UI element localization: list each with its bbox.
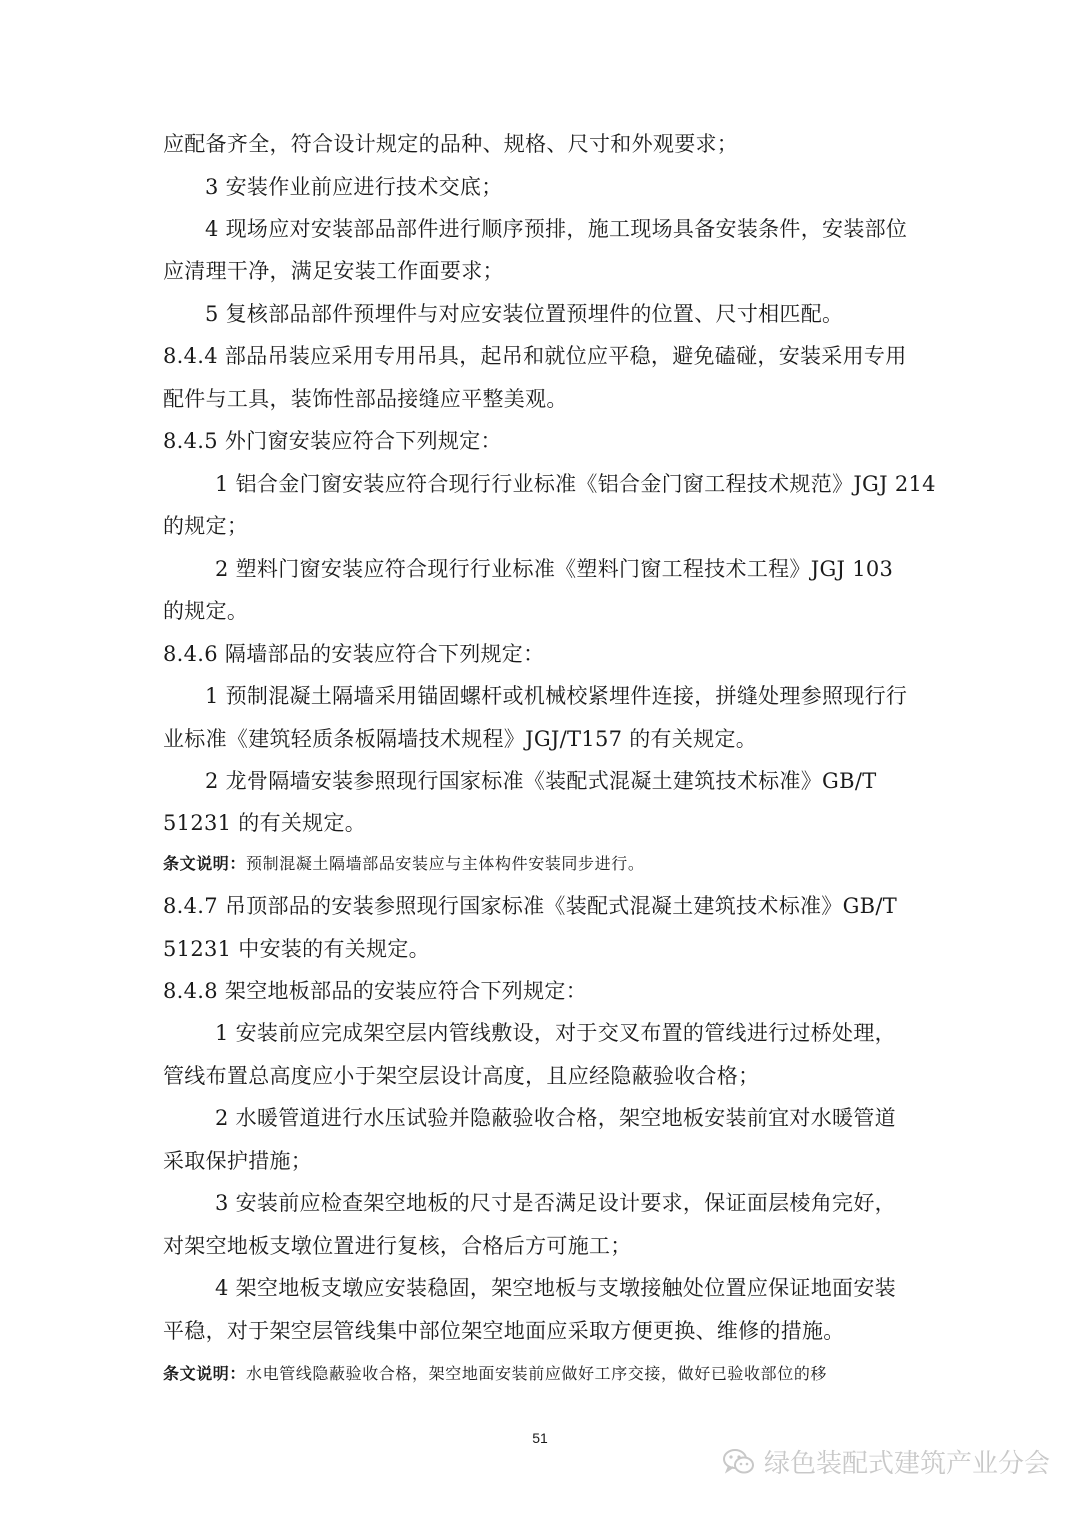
text-line: 采取保护措施； — [163, 1149, 313, 1173]
list-item: 3 安装作业前应进行技术交底； — [205, 175, 503, 199]
clause-heading: 8.4.5 外门窗安装应符合下列规定： — [163, 429, 502, 453]
text-line: 业标准《建筑轻质条板隔墙技术规程》JGJ/T157 的有关规定。 — [163, 727, 758, 751]
list-item: 1 安装前应完成架空层内管线敷设，对于交叉布置的管线进行过桥处理， — [215, 1021, 896, 1045]
list-item: 1 预制混凝土隔墙采用锚固螺杆或机械校紧埋件连接，拼缝处理参照现行行 — [205, 684, 908, 708]
clause-heading: 8.4.8 架空地板部品的安装应符合下列规定： — [163, 979, 588, 1003]
clause-note — [163, 1359, 918, 1389]
wechat-icon — [722, 1447, 756, 1477]
list-item: 2 水暖管道进行水压试验并隐蔽验收合格，架空地板安装前宜对水暖管道 — [215, 1106, 896, 1130]
clause-heading: 8.4.6 隔墙部品的安装应符合下列规定： — [163, 642, 545, 666]
text-line: 的规定； — [163, 514, 249, 538]
clause-heading: 8.4.4 部品吊装应采用专用吊具，起吊和就位应平稳，避免磕碰，安装采用专用 — [163, 344, 907, 368]
clause-heading: 8.4.7 吊顶部品的安装参照现行国家标准《装配式混凝土建筑技术标准》GB/T — [163, 894, 898, 918]
watermark — [722, 1443, 1050, 1480]
text-line: 51231 的有关规定。 — [163, 811, 367, 835]
note-label: 条文说明： — [163, 1364, 247, 1383]
clause-note — [163, 849, 918, 879]
list-item: 4 架空地板支墩应安装稳固，架空地板与支墩接触处位置应保证地面安装 — [215, 1276, 896, 1300]
page-number: 51 — [532, 1430, 548, 1446]
text-line: 对架空地板支墩位置进行复核，合格后方可施工； — [163, 1234, 632, 1258]
text-line: 平稳，对于架空层管线集中部位架空地面应采取方便更换、维修的措施。 — [163, 1319, 845, 1343]
note-label: 条文说明： — [163, 854, 247, 873]
text-line: 51231 中安装的有关规定。 — [163, 937, 430, 961]
text-line: 的规定。 — [163, 599, 249, 623]
list-item: 3 安装前应检查架空地板的尺寸是否满足设计要求，保证面层棱角完好， — [215, 1191, 896, 1215]
text-line: 管线布置总高度应小于架空层设计高度，且应经隐蔽验收合格； — [163, 1064, 760, 1088]
text-line: 应清理干净，满足安装工作面要求； — [163, 259, 504, 283]
list-item: 2 龙骨隔墙安装参照现行国家标准《装配式混凝土建筑技术标准》GB/T — [205, 769, 877, 793]
list-item: 1 铝合金门窗安装应符合现行行业标准《铝合金门窗工程技术规范》JGJ 214 — [215, 472, 936, 496]
text-line: 配件与工具，装饰性部品接缝应平整美观。 — [163, 387, 568, 411]
note-text: 水电管线隐蔽验收合格，架空地面安装前应做好工序交接，做好已验收部位的移 — [246, 1364, 828, 1383]
watermark-text: 绿色装配式建筑产业分会 — [763, 1449, 1050, 1479]
list-item: 2 塑料门窗安装应符合现行行业标准《塑料门窗工程技术工程》JGJ 103 — [215, 557, 894, 581]
note-text: 预制混凝土隔墙部品安装应与主体构件安装同步进行。 — [246, 854, 645, 873]
list-item: 5 复核部品部件预埋件与对应安装位置预埋件的位置、尺寸相匹配。 — [205, 302, 844, 326]
list-item: 4 现场应对安装部品部件进行顺序预排，施工现场具备安装条件，安装部位 — [205, 217, 908, 241]
text-line: 应配备齐全，符合设计规定的品种、规格、尺寸和外观要求； — [163, 132, 739, 156]
